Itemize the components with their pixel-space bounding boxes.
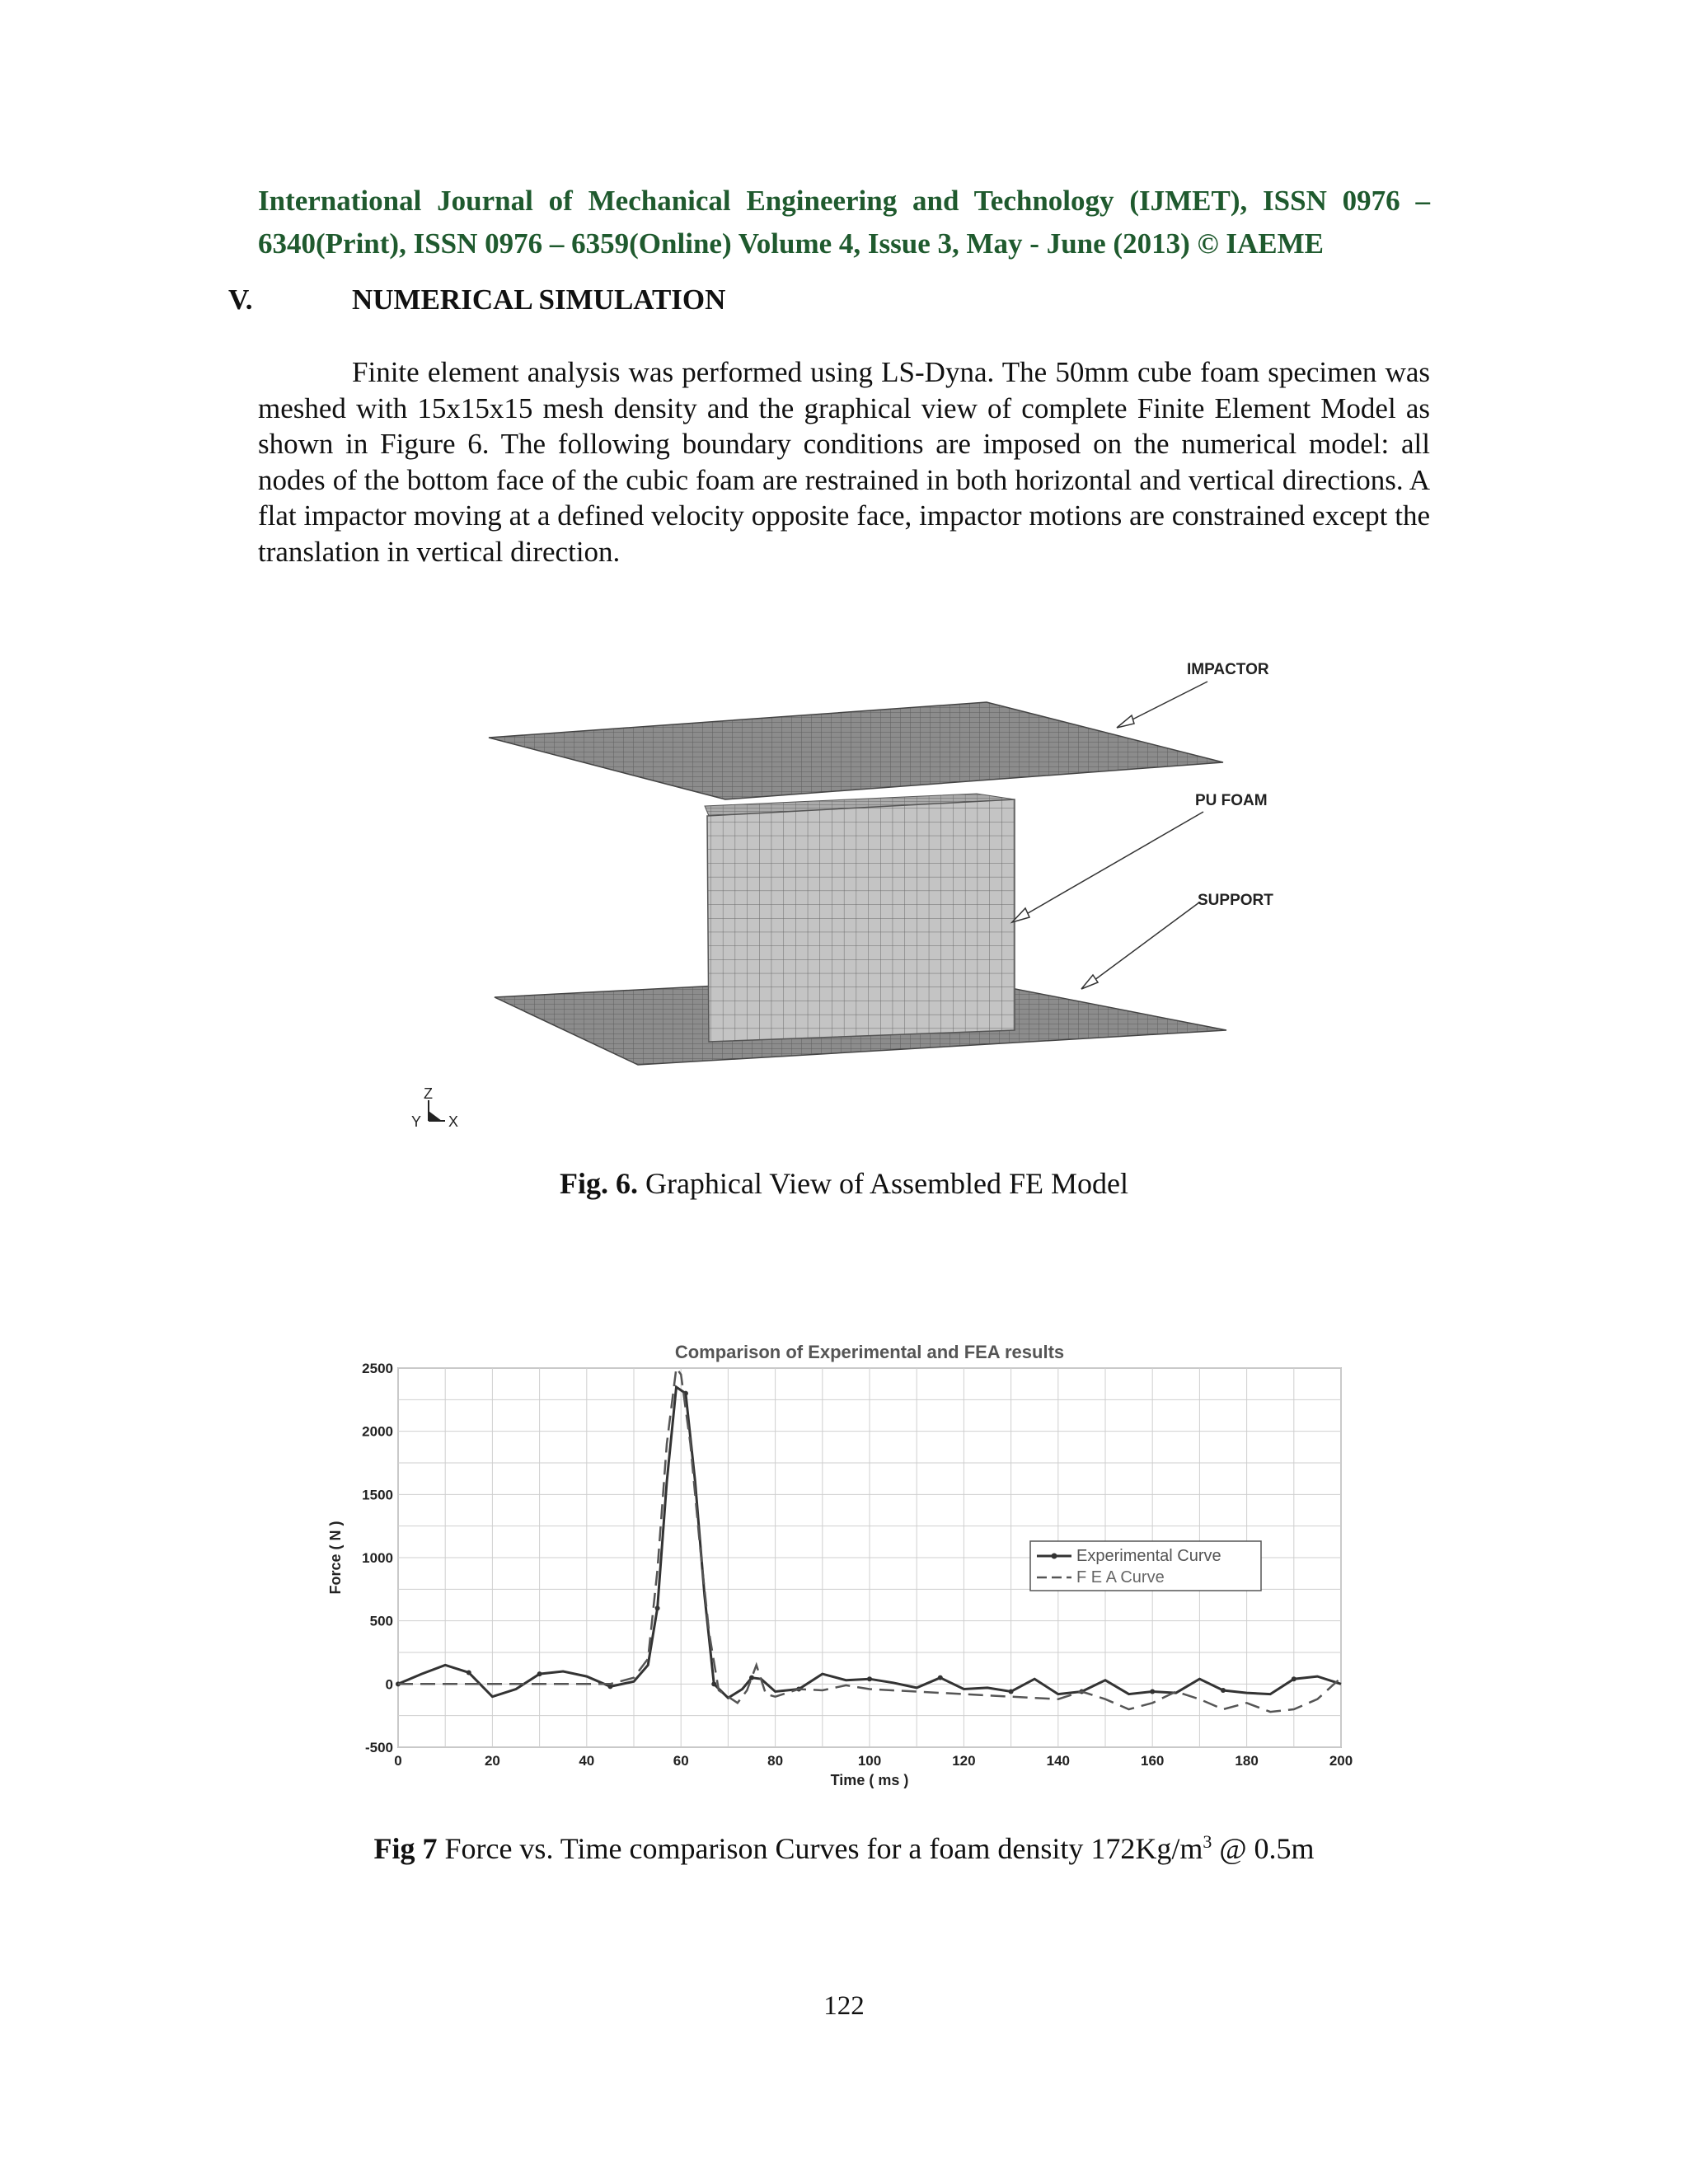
triad-z-label: Z [424,1085,433,1102]
impactor-label: IMPACTOR [1187,661,1269,678]
experimental-point [867,1676,872,1681]
figure7-caption-tail: @ 0.5m [1212,1832,1315,1865]
legend-fea-label: F E A Curve [1076,1568,1165,1586]
foam-cube [707,799,1015,1042]
y-tick-label: 1500 [362,1487,393,1503]
experimental-point [749,1675,754,1680]
axis-triad-icon [411,1085,458,1130]
figure7-caption [0,1831,1688,1866]
fe-model-figure [396,643,1319,1137]
figure6-caption-label: Fig. 6. [559,1167,638,1200]
experimental-point [655,1605,660,1610]
section-title: NUMERICAL SIMULATION [352,284,726,316]
journal-header-line2: 6340(Print), ISSN 0976 – 6359(Online) Volume 4, Issue 3, May - June (2013) © IAEME [258,227,1325,260]
experimental-point [1150,1690,1155,1694]
x-tick-label: 40 [579,1753,595,1769]
impactor-arrow-icon [1117,715,1134,728]
figure6-caption-text: Graphical View of Assembled FE Model [637,1167,1129,1200]
chart-title: Comparison of Experimental and FEA results [674,1342,1065,1362]
page-number: 122 [823,1991,865,2021]
y-tick-label: 2500 [362,1361,393,1376]
force-time-chart [326,1331,1368,1793]
legend-experimental-label: Experimental Curve [1076,1547,1221,1565]
experimental-point [537,1671,542,1676]
x-tick-label: 160 [1141,1753,1165,1769]
x-tick-label: 0 [394,1753,402,1769]
x-tick-label: 180 [1235,1753,1259,1769]
body-paragraph-text: Finite element analysis was performed using LS-Dyna. The 50mm cube foam specimen was meshed with 15x15x15 mesh density and the graphical view of complete Finite Element Model as shown in Figure 6. The following boundary conditions are imposed on the numerical model: all nodes of the bottom face of the cubic foam are restrained in both horizontal and vertical directions. A flat impactor moving at a defined velocity opposite face, impactor motions are constrained except the translation in vertical direction. [258,356,1430,568]
y-tick-label: 1000 [362,1550,393,1566]
figure6-caption [0,1166,1688,1201]
experimental-point [938,1675,943,1680]
legend-experimental-marker [1052,1554,1057,1559]
foam-label: PU FOAM [1195,792,1268,809]
y-tick-label: 500 [369,1613,393,1629]
section-number: V. [228,284,253,316]
x-tick-label: 140 [1046,1753,1070,1769]
journal-header [258,180,1430,265]
support-arrow-icon [1081,975,1098,989]
experimental-point [1009,1690,1014,1694]
figure7-caption-label: Fig 7 [373,1832,438,1865]
x-axis-label: Time ( ms ) [830,1772,909,1788]
y-tick-label: 0 [385,1676,393,1693]
x-tick-label: 100 [857,1753,882,1769]
experimental-point [467,1671,471,1675]
x-tick-label: 60 [673,1753,689,1769]
journal-header-line1: International Journal of Mechanical Engineering and Technology (IJMET), ISSN 0976 – [258,185,1430,217]
x-tick-label: 200 [1329,1753,1353,1769]
x-tick-label: 120 [952,1753,976,1769]
experimental-point [1221,1688,1226,1693]
y-tick-label: 2000 [362,1423,393,1440]
triad-x-label: X [448,1113,459,1130]
x-tick-label: 20 [484,1753,500,1769]
experimental-point [711,1681,716,1686]
figure7-caption-sup: 3 [1203,1831,1212,1852]
y-axis-label: Force ( N ) [327,1521,344,1595]
triad-y-label: Y [411,1113,422,1130]
figure7-caption-text: Force vs. Time comparison Curves for a foam density 172Kg/m [437,1832,1203,1865]
body-paragraph [258,354,1430,569]
x-tick-label: 80 [767,1753,784,1769]
impactor-plate [489,702,1223,799]
y-tick-label: -500 [364,1740,393,1755]
support-label: SUPPORT [1198,892,1273,909]
experimental-point [1292,1676,1296,1681]
